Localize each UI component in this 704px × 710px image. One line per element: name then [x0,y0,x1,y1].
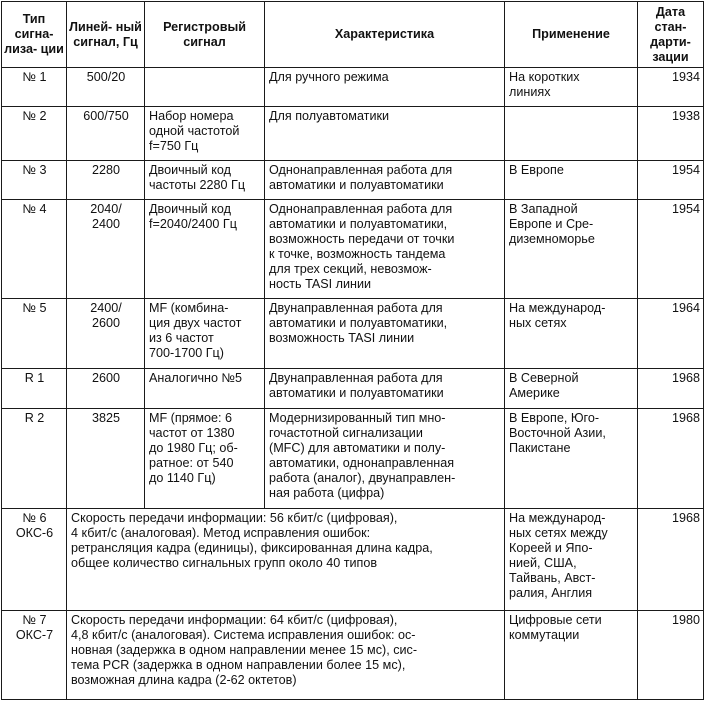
cell-characteristic: Для полуавтоматики [265,107,505,161]
cell-type: № 1 [2,68,67,107]
header-type: Тип сигна- лиза- ции [2,2,67,68]
cell-application: На международ- ных сетях [505,299,638,369]
cell-characteristic: Двунаправленная работа для автоматики и полуавтоматики [265,369,505,409]
cell-line-signal: 2600 [67,369,145,409]
cell-application: На коротких линиях [505,68,638,107]
cell-type: № 5 [2,299,67,369]
signaling-table [1,1,704,700]
cell-date: 1968 [638,509,704,611]
table-row [2,369,704,409]
cell-line-signal: 2400/ 2600 [67,299,145,369]
cell-register-signal: MF (комбина- ция двух частот из 6 частот 700-1700 Гц) [145,299,265,369]
cell-type: № 4 [2,200,67,299]
cell-type: № 6 ОКС-6 [2,509,67,611]
cell-date: 1954 [638,161,704,200]
cell-date: 1938 [638,107,704,161]
header-date: Дата стан- дарти- зации [638,2,704,68]
cell-date: 1968 [638,409,704,509]
cell-line-signal: 3825 [67,409,145,509]
cell-register-signal: Двоичный код f=2040/2400 Гц [145,200,265,299]
cell-type: № 7 ОКС-7 [2,611,67,700]
cell-line-signal: 500/20 [67,68,145,107]
cell-application: В Европе, Юго- Восточной Азии, Пакистане [505,409,638,509]
cell-characteristic: Однонаправленная работа для автоматики и полуавтоматики [265,161,505,200]
cell-characteristic: Однонаправленная работа для автоматики и полуавтоматики, возможность передачи от точки к точке, возможность тандема для трех секций, невозмож- ность TASI линии [265,200,505,299]
cell-application [505,107,638,161]
header-characteristic: Характеристика [265,2,505,68]
cell-characteristic: Модернизированный тип мно- гочастотной сигнализации (MFC) для автоматики и полу- автоматики, однонаправленная работа (аналог), двунаправлен- ная работа (цифра) [265,409,505,509]
cell-characteristic: Для ручного режима [265,68,505,107]
cell-type: R 2 [2,409,67,509]
table-row [2,509,704,611]
cell-type: № 2 [2,107,67,161]
cell-date: 1934 [638,68,704,107]
cell-register-signal: Набор номера одной частотой f=750 Гц [145,107,265,161]
cell-register-signal: Двоичный код частоты 2280 Гц [145,161,265,200]
cell-line-signal: 2040/ 2400 [67,200,145,299]
cell-characteristic: Двунаправленная работа для автоматики и полуавтоматики, возможность TASI линии [265,299,505,369]
cell-register-signal: MF (прямое: 6 частот от 1380 до 1980 Гц; об- ратное: от 540 до 1140 Гц) [145,409,265,509]
cell-application: Цифровые сети коммутации [505,611,638,700]
header-line-signal: Линей- ный сигнал, Гц [67,2,145,68]
table-row [2,107,704,161]
table-row [2,611,704,700]
cell-type: № 3 [2,161,67,200]
table-row [2,68,704,107]
cell-application: В Западной Европе и Сре- диземноморье [505,200,638,299]
cell-line-signal: 2280 [67,161,145,200]
cell-merged-description: Скорость передачи информации: 56 кбит/с (цифровая), 4 кбит/с (аналоговая). Метод исправления ошибок: ретрансляция кадра (единицы), фиксированная длина кадра, общее количество сигнальных групп около 40 типов [67,509,505,611]
cell-application: На международ- ных сетях между Кореей и Япо- нией, США, Тайвань, Авст- ралия, Англия [505,509,638,611]
header-register-signal: Регистровый сигнал [145,2,265,68]
cell-application: В Европе [505,161,638,200]
cell-register-signal [145,68,265,107]
cell-merged-description: Скорость передачи информации: 64 кбит/с (цифровая), 4,8 кбит/с (аналоговая). Система исправления ошибок: ос- новная (задержка в одном направлении менее 15 мс), сис- тема PCR (задержка в одном направлении более 15 мс), возможная длина кадра (2-62 октетов) [67,611,505,700]
cell-date: 1954 [638,200,704,299]
cell-type: R 1 [2,369,67,409]
table-row [2,299,704,369]
table-row [2,409,704,509]
cell-date: 1964 [638,299,704,369]
cell-line-signal: 600/750 [67,107,145,161]
cell-date: 1980 [638,611,704,700]
header-row [2,2,704,68]
cell-application: В Северной Америке [505,369,638,409]
table-row [2,200,704,299]
table-row [2,161,704,200]
cell-register-signal: Аналогично №5 [145,369,265,409]
cell-date: 1968 [638,369,704,409]
header-application: Применение [505,2,638,68]
